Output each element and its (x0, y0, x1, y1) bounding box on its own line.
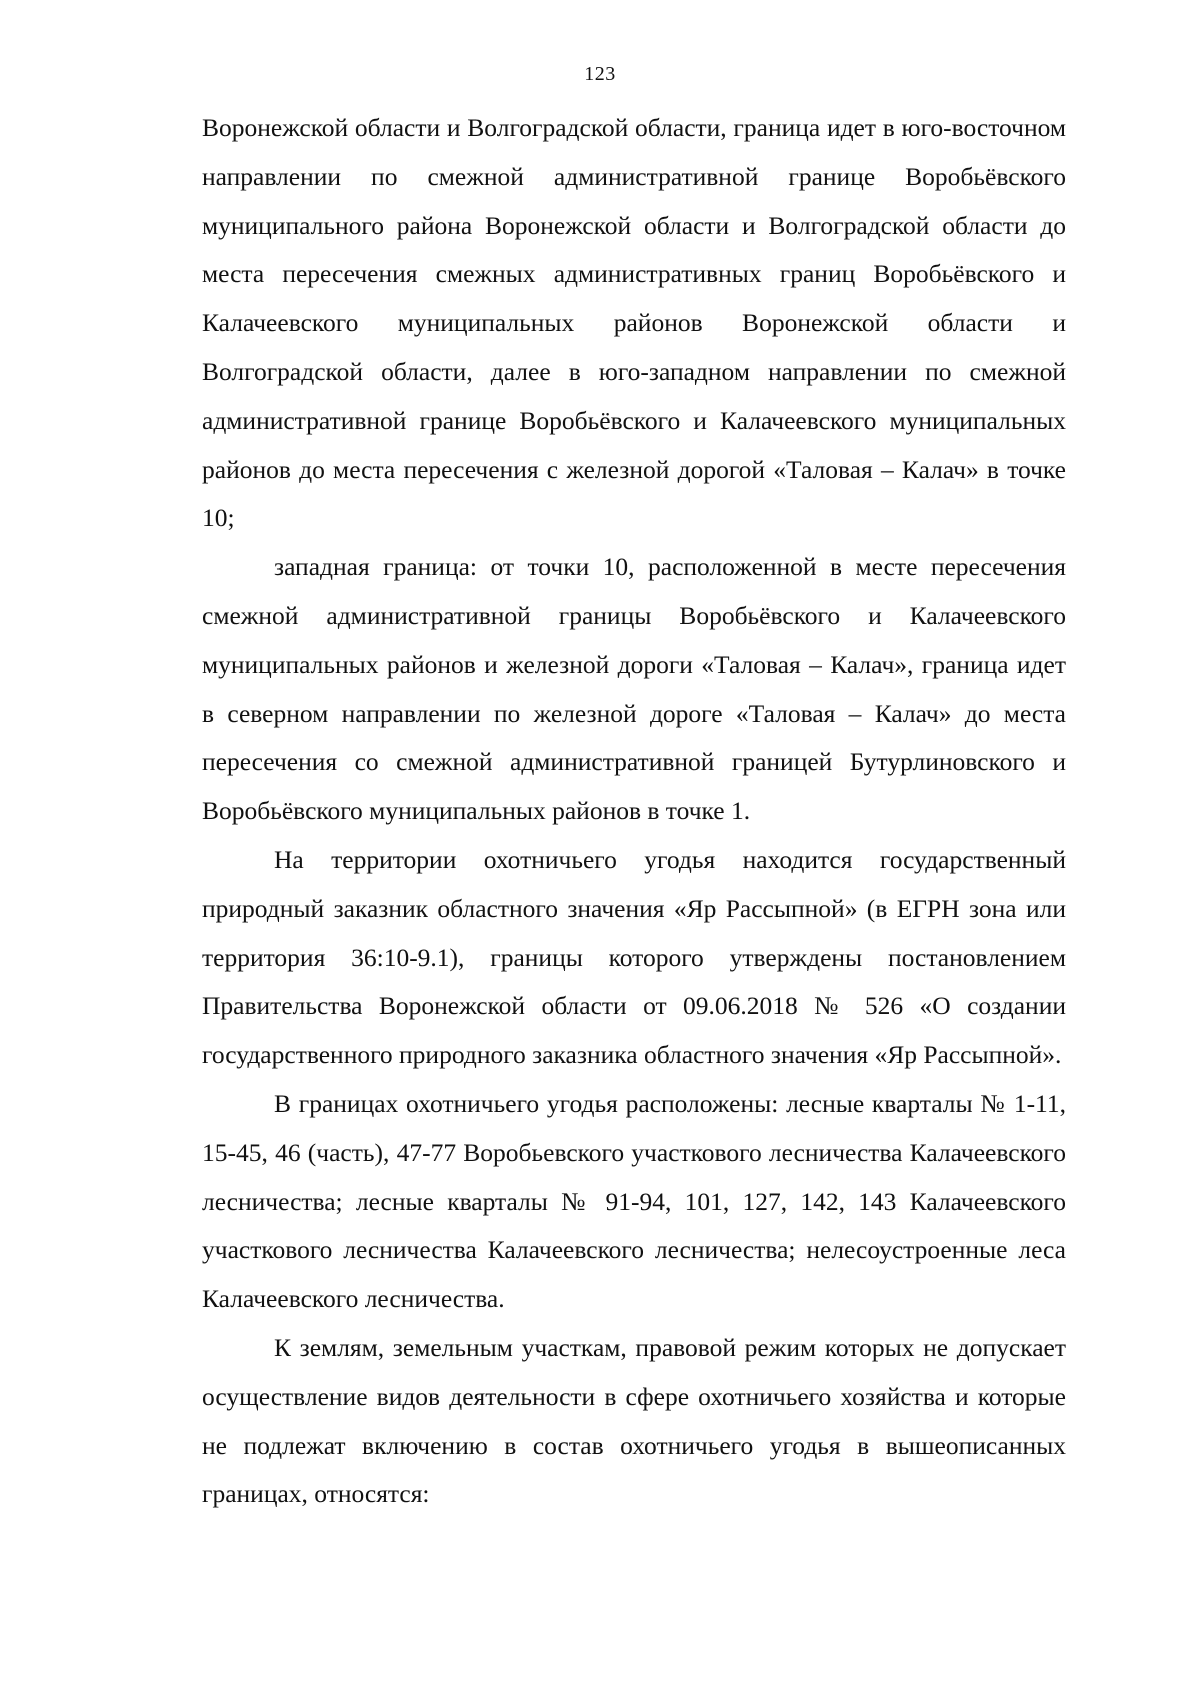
paragraph-eastern-border-continuation: Воронежской области и Волгоградской области, граница идет в юго-восточном направлении по смежной административной границе Воробьёвского муниципального района Воронежской области и Волгоградской области до места пересечения смежных административных границ Воробьёвского и Калачеевского муниципальных районов Воронежской области и Волгоградской области, далее в юго-западном направлении по смежной административной границе Воробьёвского и Калачеевского муниципальных районов до места пересечения с железной дорогой «Таловая – Калач» в точке 10; (202, 113, 1066, 533)
paragraph-nature-reserve: На территории охотничьего угодья находится государственный природный заказник областного значения «Яр Рассыпной» (в ЕГРН зона или территория 36:10-9.1), границы которого утверждены постановлением Правительства Воронежской области от 09.06.2018 № 526 «О создании государственного природного заказника областного значения «Яр Рассыпной». (202, 844, 1066, 1070)
paragraph-forest-quarters: В границах охотничьего угодья расположены: лесные кварталы № 1-11, 15-45, 46 (часть), 47-77 Воробьевского участкового лесничества Калачеевского лесничества; лесные кварталы № 91-94, 101, 127, 142, 143 Калачеевского участкового лесничества Калачеевского лесничества; нелесоустроенные леса Калачеевского лесничества. (202, 1088, 1066, 1314)
paragraph-western-border: западная граница: от точки 10, расположенной в месте пересечения смежной административной границы Воробьёвского и Калачеевского муниципальных районов и железной дороги «Таловая – Калач», граница идет в северном направлении по железной дороге «Таловая – Калач» до места пересечения со смежной административной границей Бутурлиновского и Воробьёвского муниципальных районов в точке 1. (202, 552, 1066, 826)
page-number: 123 (584, 63, 616, 85)
paragraph-excluded-lands: К землям, земельным участкам, правовой режим которых не допускает осуществление видов деятельности в сфере охотничьего хозяйства и которые не подлежат включению в состав охотничьего угодья в вышеописанных границах, относятся: (202, 1332, 1066, 1509)
document-body (202, 104, 1066, 1519)
